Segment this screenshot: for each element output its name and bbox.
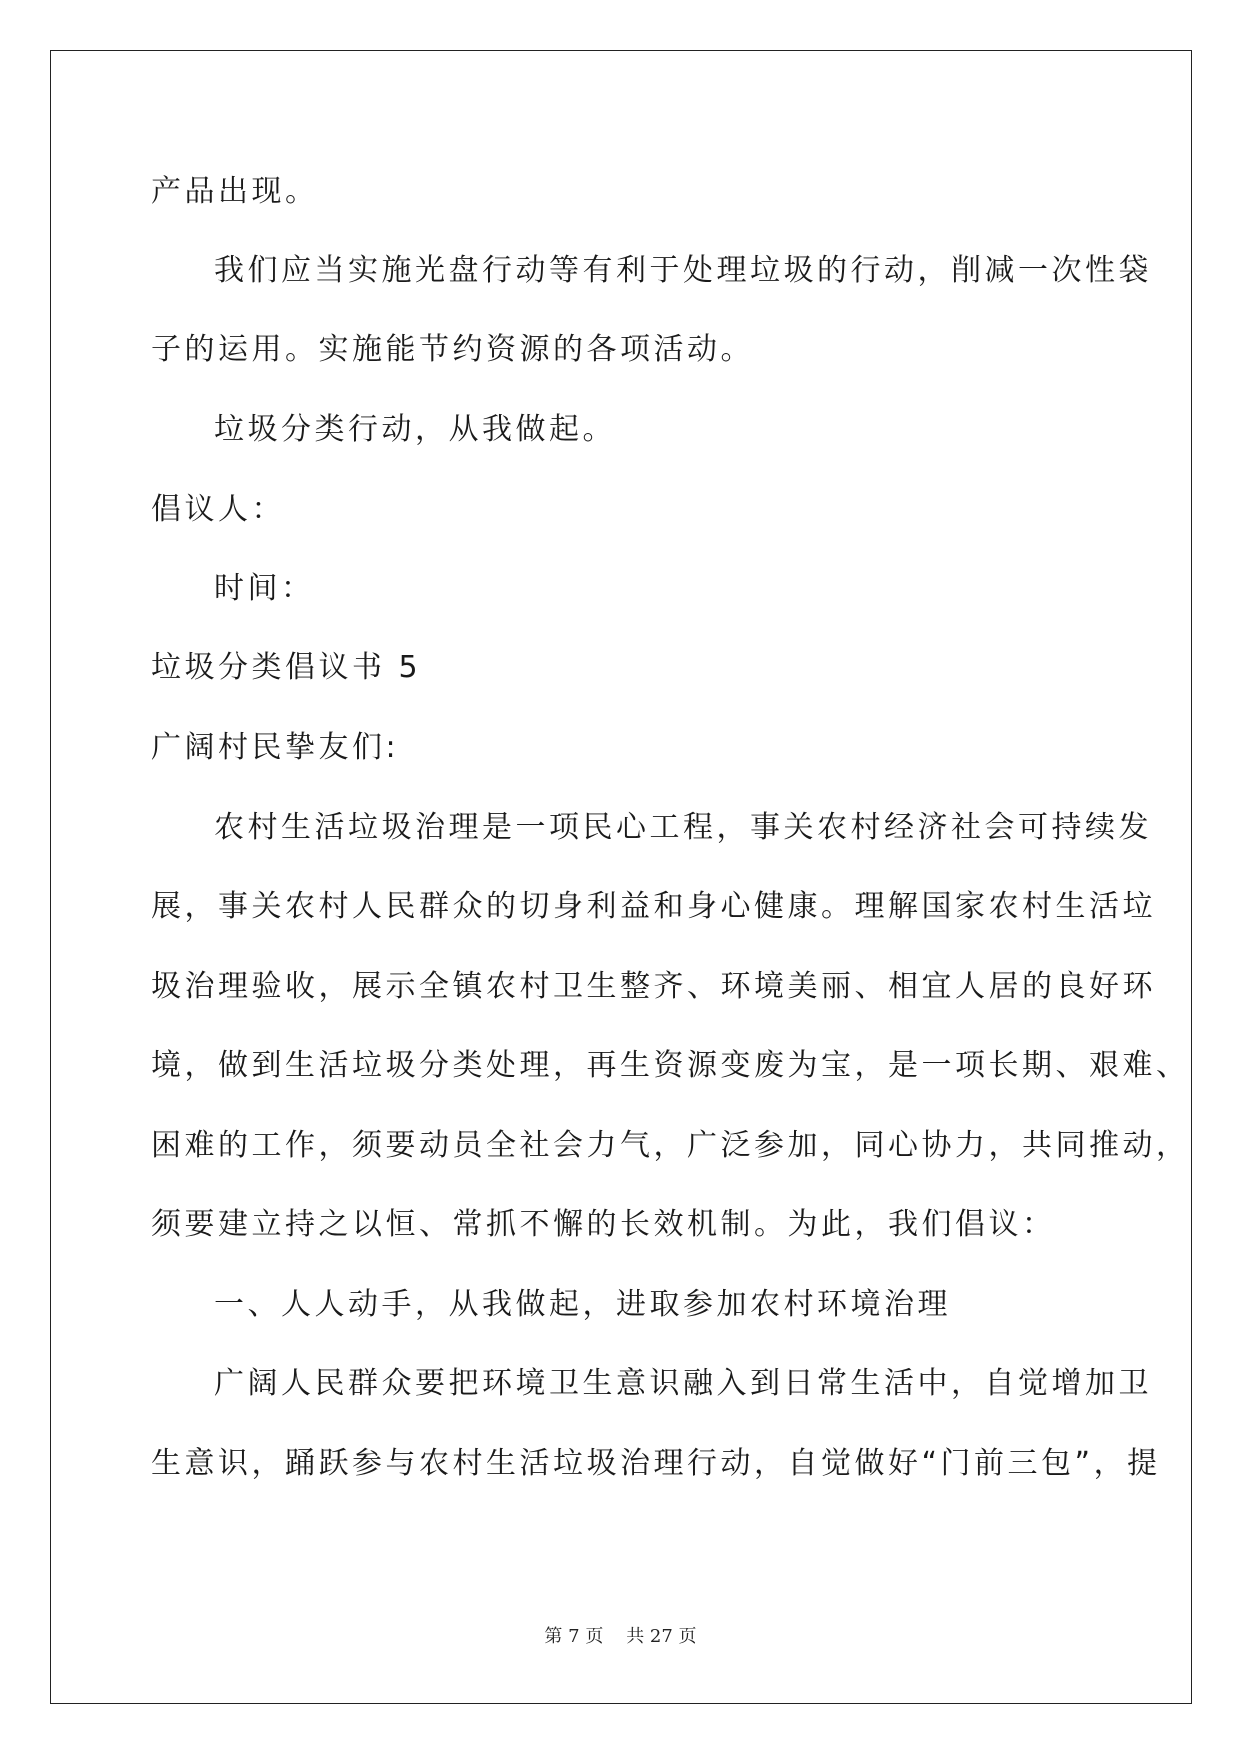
proposal-paragraph-line-2: 生意识，踊跃参与农村生活垃圾治理行动，自觉做好“门前三包”，提 xyxy=(151,1446,1161,1481)
salutation: 广阔村民挚友们: xyxy=(151,730,400,765)
section-heading: 垃圾分类倡议书 5 xyxy=(151,650,422,685)
proposal-paragraph-line-1: 广阔人民群众要把环境卫生意识融入到日常生活中，自觉增加卫 xyxy=(214,1366,1152,1401)
text-line-bag-usage: 子的运用。实施能节约资源的各项活动。 xyxy=(151,332,754,367)
text-line-time: 时间： xyxy=(214,571,315,606)
text-line-initiator: 倡议人： xyxy=(151,492,285,527)
paragraph-line-4: 境，做到生活垃圾分类处理，再生资源变废为宝，是一项长期、艰难、 xyxy=(151,1048,1190,1083)
paragraph-line-2: 展，事关农村人民群众的切身利益和身心健康。理解国家农村生活垃 xyxy=(151,889,1156,924)
paragraph-line-1: 农村生活垃圾治理是一项民心工程，事关农村经济社会可持续发 xyxy=(214,810,1152,845)
text-line-product-appear: 产品出现。 xyxy=(151,174,319,209)
paragraph-line-3: 圾治理验收，展示全镇农村卫生整齐、环境美丽、相宜人居的良好环 xyxy=(151,969,1156,1004)
proposal-item-heading: 一、人人动手，从我做起，进取参加农村环境治理 xyxy=(214,1287,951,1322)
text-line-start-with-me: 垃圾分类行动，从我做起。 xyxy=(214,412,616,447)
paragraph-line-5: 困难的工作，须要动员全社会力气，广泛参加，同心协力，共同推动， xyxy=(151,1128,1190,1163)
paragraph-line-6: 须要建立持之以恒、常抓不懈的长效机制。为此，我们倡议： xyxy=(151,1207,1056,1242)
page-number-footer: 第 7 页 共 27 页 xyxy=(544,1626,697,1647)
text-line-clean-plate: 我们应当实施光盘行动等有利于处理垃圾的行动，削减一次性袋 xyxy=(214,253,1152,288)
